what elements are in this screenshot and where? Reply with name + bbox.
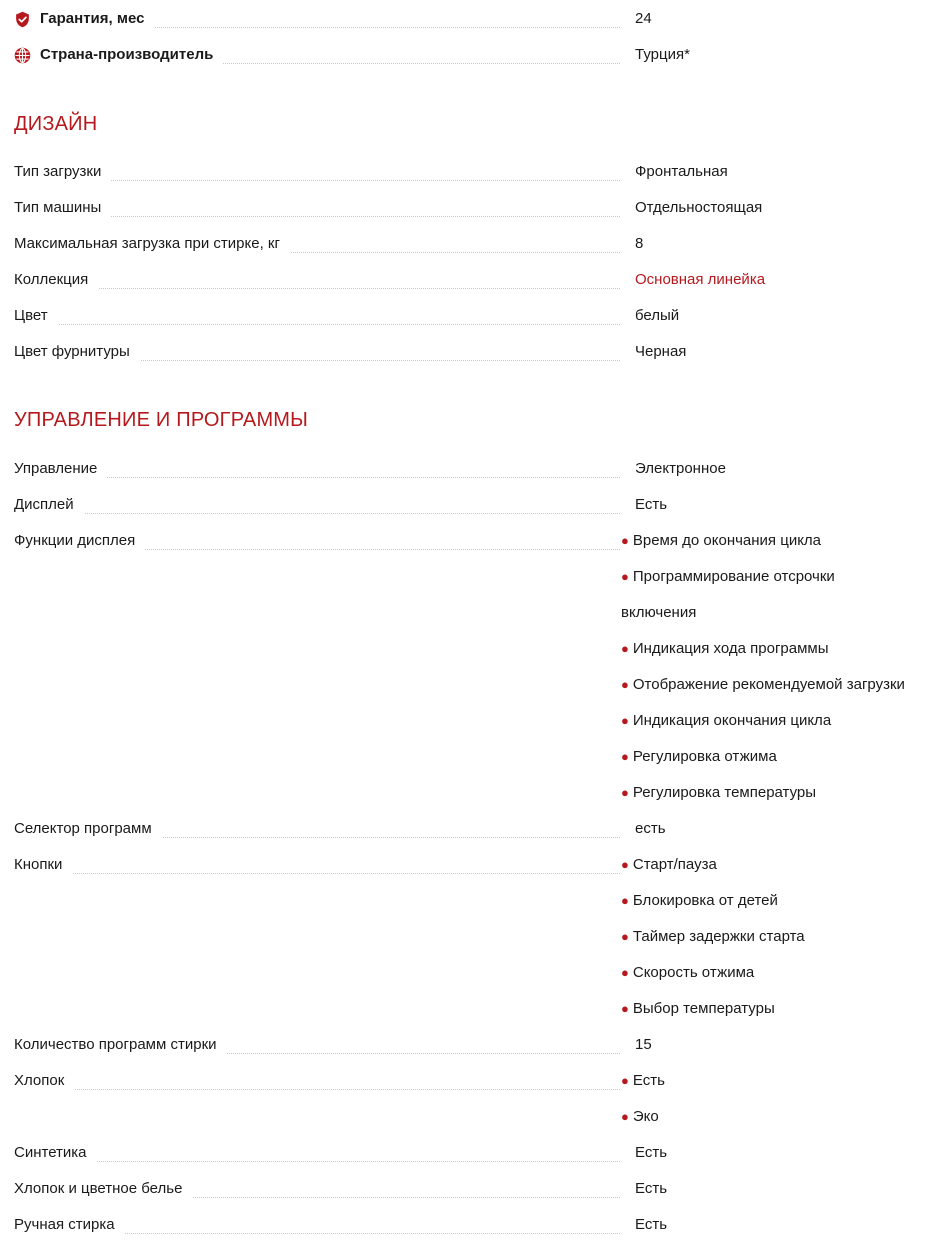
spec-label: Синтетика — [14, 1144, 97, 1162]
spec-label: Тип машины — [14, 199, 111, 217]
shield-check-icon — [14, 11, 31, 28]
spec-value: Электронное — [635, 460, 726, 477]
bullet-icon: ● — [621, 1109, 629, 1124]
spec-label-text: Страна-производитель — [40, 46, 214, 63]
spec-label: Селектор программ — [14, 820, 162, 838]
list-item — [621, 559, 905, 595]
spec-row-buttons — [14, 847, 948, 883]
spec-label — [14, 46, 223, 64]
spec-label-text: Гарантия, мес — [40, 10, 145, 27]
list-item — [621, 883, 805, 919]
list-item — [621, 739, 905, 775]
list-item-text: включения — [621, 604, 697, 621]
spec-row — [14, 451, 948, 487]
spec-label: Функции дисплея — [14, 532, 145, 550]
spec-label: Ручная стирка — [14, 1216, 125, 1234]
list-item-text: Отображение рекомендуемой загрузки — [632, 676, 905, 693]
list-item-text: Блокировка от детей — [632, 892, 778, 909]
bullet-icon: ● — [621, 857, 629, 872]
list-item — [621, 631, 905, 667]
bullet-icon: ● — [621, 965, 629, 980]
dotted-leader — [14, 1161, 620, 1162]
spec-label: Хлопок — [14, 1072, 74, 1090]
list-item-text: Программирование отсрочки — [632, 568, 835, 585]
bullet-icon: ● — [621, 1073, 629, 1088]
buttons-list — [621, 847, 805, 1027]
spec-row — [14, 1207, 948, 1243]
spec-value: есть — [635, 820, 666, 837]
list-item — [621, 991, 805, 1027]
spec-row — [14, 811, 948, 847]
list-item-text: Индикация хода программы — [632, 640, 829, 657]
list-item — [621, 1063, 665, 1099]
dotted-leader — [14, 324, 620, 325]
spec-row — [14, 154, 948, 190]
spec-value: 8 — [635, 235, 644, 252]
dotted-leader — [14, 513, 620, 514]
spec-row — [14, 1027, 948, 1063]
dotted-leader — [14, 1089, 620, 1090]
spec-value: Есть — [635, 1216, 668, 1233]
spec-row — [14, 487, 948, 523]
list-item-text: Эко — [632, 1108, 659, 1125]
dotted-leader — [14, 288, 620, 289]
list-item — [621, 919, 805, 955]
spec-label: Дисплей — [14, 496, 84, 514]
list-item — [621, 703, 905, 739]
display-functions-list — [621, 523, 905, 811]
section-title-control: УПРАВЛЕНИЕ И ПРОГРАММЫ — [14, 409, 309, 431]
bullet-icon: ● — [621, 929, 629, 944]
bullet-icon: ● — [621, 1001, 629, 1016]
list-item-text: Индикация окончания цикла — [632, 712, 832, 729]
bullet-icon: ● — [621, 785, 629, 800]
bullet-icon: ● — [621, 893, 629, 908]
spec-value: 24 — [635, 10, 652, 27]
dotted-leader — [14, 873, 620, 874]
bullet-icon: ● — [621, 749, 629, 764]
list-item-text: Выбор температуры — [632, 1000, 775, 1017]
list-item-text: Время до окончания цикла — [632, 532, 822, 549]
list-item-text: Скорость отжима — [632, 964, 755, 981]
list-item-text: Регулировка температуры — [632, 784, 817, 801]
section-title-design: ДИЗАЙН — [14, 113, 98, 135]
spec-label: Управление — [14, 460, 107, 478]
list-item — [621, 523, 905, 559]
list-item — [621, 775, 905, 811]
spec-value: 15 — [635, 1036, 652, 1053]
spec-label: Кнопки — [14, 856, 72, 874]
spec-row — [14, 298, 948, 334]
spec-row — [14, 1171, 948, 1207]
bullet-icon: ● — [621, 713, 629, 728]
spec-value: Турция* — [635, 46, 690, 63]
spec-row-country — [14, 37, 948, 73]
spec-row-cotton — [14, 1063, 948, 1099]
spec-label: Тип загрузки — [14, 163, 111, 181]
bullet-icon: ● — [621, 569, 629, 584]
spec-label: Цвет фурнитуры — [14, 343, 140, 361]
collection-link[interactable]: Основная линейка — [635, 271, 766, 288]
list-item-text: Старт/пауза — [632, 856, 717, 873]
list-item — [621, 1099, 665, 1135]
spec-label: Коллекция — [14, 271, 98, 289]
spec-value: белый — [635, 307, 680, 324]
spec-value: Есть — [635, 1144, 668, 1161]
spec-row — [14, 190, 948, 226]
spec-value: Есть — [635, 1180, 668, 1197]
bullet-icon: ● — [621, 677, 629, 692]
spec-label: Хлопок и цветное белье — [14, 1180, 192, 1198]
spec-label: Максимальная загрузка при стирке, кг — [14, 235, 290, 253]
list-item — [621, 667, 905, 703]
list-item — [621, 847, 805, 883]
globe-icon — [14, 47, 31, 64]
spec-value: Отдельностоящая — [635, 199, 763, 216]
spec-row — [14, 334, 948, 370]
cotton-list — [621, 1063, 665, 1135]
list-item-text: Таймер задержки старта — [632, 928, 805, 945]
bullet-icon: ● — [621, 533, 629, 548]
spec-row — [14, 1135, 948, 1171]
list-item-continuation — [621, 595, 905, 631]
list-item-text: Есть — [632, 1072, 665, 1089]
spec-row — [14, 262, 948, 298]
list-item — [621, 955, 805, 991]
spec-value: Черная — [635, 343, 687, 360]
spec-value: Есть — [635, 496, 668, 513]
spec-label — [14, 10, 154, 28]
spec-value: Фронтальная — [635, 163, 728, 180]
spec-label: Цвет — [14, 307, 58, 325]
list-item-text: Регулировка отжима — [632, 748, 777, 765]
spec-row-warranty — [14, 1, 948, 37]
spec-label: Количество программ стирки — [14, 1036, 227, 1054]
spec-row — [14, 226, 948, 262]
bullet-icon: ● — [621, 641, 629, 656]
